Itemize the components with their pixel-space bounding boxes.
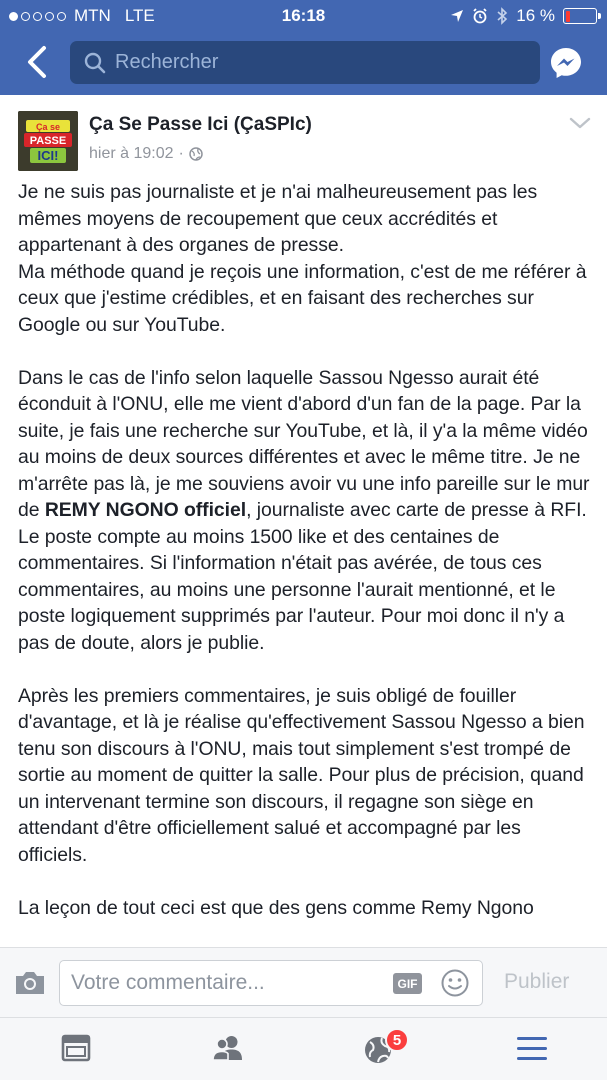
search-icon — [84, 52, 106, 74]
comment-input[interactable] — [71, 971, 381, 995]
messenger-icon[interactable] — [549, 46, 583, 80]
page-avatar[interactable] — [18, 111, 78, 171]
gif-button[interactable]: GIF — [393, 973, 422, 994]
avatar-text-line1: Ça se — [35, 122, 61, 132]
sticker-smiley-icon[interactable] — [440, 968, 470, 998]
publish-button[interactable]: Publier — [504, 970, 570, 993]
post-paragraph-2 — [18, 365, 593, 657]
location-arrow-icon — [450, 9, 464, 23]
news-feed-icon[interactable] — [58, 1031, 94, 1065]
tab-bar — [0, 1017, 607, 1080]
post-timestamp[interactable]: hier à 19:02 — [89, 145, 174, 162]
post-paragraph-3: Après les premiers commentaires, je suis obligé de fouiller d'avantage, et là je réalise qu'effectivement Sassou Ngesso a bien tenu son discours à l'ONU, mais tout simplement s'est trompé de sortie au moment de quitter la salle. Pour plus de précision, quand un intervenant termine son discours, il regagne son siège en attendant d'être officiellement salué et accompagné par les officiels. — [18, 684, 585, 866]
paragraph-2-before: Dans le cas de l'info selon laquelle Sassou Ngesso aurait été éconduit à l'ONU, elle me vient d'abord d'un fan de la page. Par la suite, je fais une recherche sur YouTube, et là, il y'a la même vidéo au moins de deux sources différentes et avec le même titre. Je ne m'arrête pas là, je me souviens avoir vu une info pareille sur le mur de — [18, 366, 590, 521]
back-chevron-icon[interactable] — [20, 43, 54, 81]
status-bar — [0, 0, 607, 32]
post-options-chevron-icon[interactable] — [568, 115, 592, 131]
menu-icon[interactable] — [514, 1031, 550, 1065]
paragraph-1-sentence-2: Ma méthode quand je reçois une information, c'est de me référer à ceux que j'estime crédibles, et en faisant des recherches sur Google ou sur YouTube. — [18, 260, 587, 336]
camera-icon[interactable] — [14, 970, 46, 996]
battery-percent: 16 % — [516, 6, 555, 25]
avatar-text-line2: PASSE — [29, 135, 67, 147]
network-type: LTE — [124, 6, 155, 25]
public-globe-icon — [189, 147, 203, 161]
paragraph-2-after: , journaliste avec carte de presse à RFI. Le poste compte au moins 1500 like et des centaines de commentaires. Si l'information n'était pas avérée, de tous ces commentaires, au moins une personne l'aurait mentionné, et le poste logiquement supprimés par l'auteur. Pour moi donc il n'y a pas de doute, alors je publie. — [18, 499, 587, 654]
meta-separator: · — [178, 145, 184, 162]
comment-input-box[interactable] — [59, 960, 483, 1006]
search-input[interactable] — [115, 51, 515, 74]
post-paragraph-1 — [18, 179, 593, 338]
search-bar[interactable] — [70, 41, 540, 84]
post-scroll-area[interactable] — [0, 95, 607, 947]
status-right — [450, 6, 597, 26]
friends-icon[interactable] — [210, 1031, 246, 1065]
avatar-text-line3: ICI! — [37, 148, 59, 163]
paragraph-1-sentence-1: Je ne suis pas journaliste et je n'ai malheureusement pas les mêmes moyens de recoupement que ceux accrédités et appartenant à des organes de presse. — [18, 181, 538, 256]
navigation-bar — [0, 32, 607, 95]
status-time: 16:18 — [281, 6, 326, 25]
post-meta — [89, 145, 203, 163]
notification-badge: 5 — [385, 1028, 409, 1052]
carrier-name: MTN — [74, 6, 111, 25]
battery-icon — [563, 8, 597, 24]
post-author-name[interactable]: Ça Se Passe Ici (ÇaSPIc) — [89, 114, 312, 135]
page-logo-icon — [18, 111, 78, 171]
bluetooth-icon — [496, 7, 508, 25]
top-bar — [0, 0, 607, 95]
alarm-clock-icon — [472, 8, 488, 24]
tagged-page-link[interactable]: REMY NGONO officiel — [44, 499, 247, 521]
post-body — [18, 179, 593, 947]
post-paragraph-4: La leçon de tout ceci est que des gens comme Remy Ngono — [18, 896, 534, 919]
comment-composer — [0, 947, 607, 1017]
